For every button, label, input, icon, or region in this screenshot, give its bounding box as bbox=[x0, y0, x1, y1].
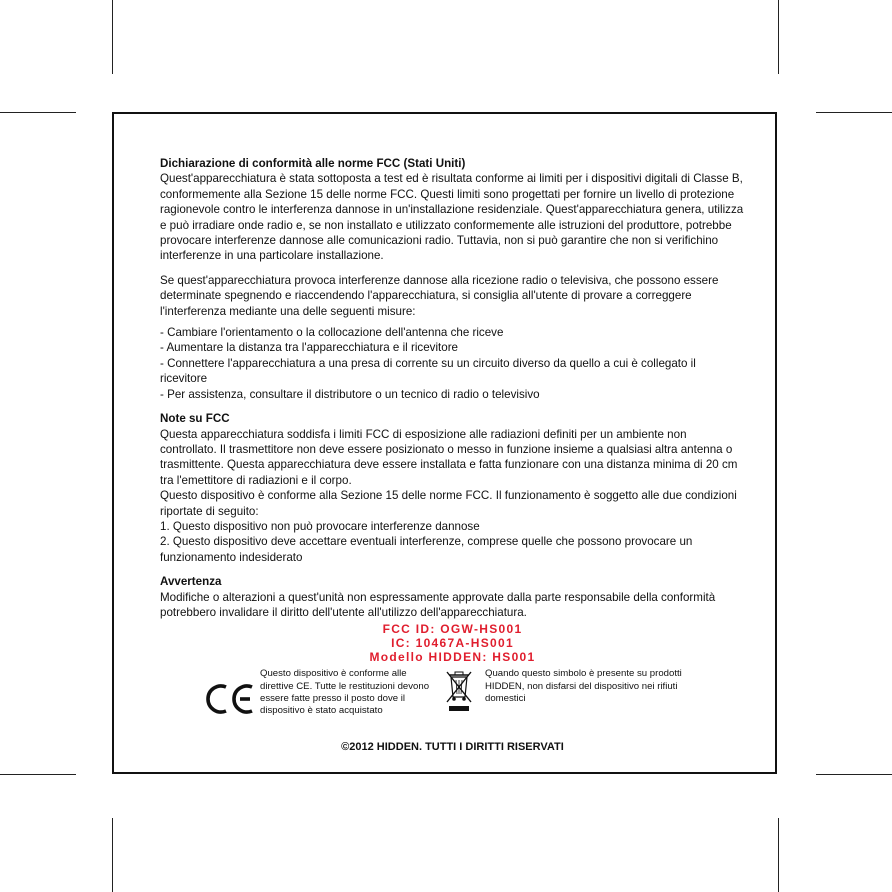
measure-item: - Connettere l'apparecchiatura a una presa di corrente su un circuito diverso da quello a cui è collegato il ricevitore bbox=[160, 356, 696, 386]
warning-heading: Avvertenza bbox=[160, 575, 222, 589]
crop-mark-left-bottom bbox=[0, 774, 76, 775]
crop-mark-right-bottom bbox=[816, 774, 892, 775]
crop-mark-bottom-left bbox=[112, 818, 113, 892]
fcc-interference-paragraph: Se quest'apparecchiatura provoca interferenze dannose alla ricezione radio o televisiva, che possono essere determinate spegnendo e riaccendendo l'apparecchiatura, si consiglia all'utente di provare a correggere l'interferenza mediante una delle seguenti misure: bbox=[160, 273, 719, 318]
identifiers-block bbox=[160, 622, 745, 664]
crop-mark-top-right bbox=[778, 0, 779, 74]
fcc-part15-paragraph: Questo dispositivo è conforme alla Sezione 15 delle norme FCC. Il funzionamento è soggetto alle due condizioni riportate di seguito: bbox=[160, 489, 737, 518]
crop-mark-left-top bbox=[0, 112, 76, 113]
model-number: Modello HIDDEN: HS001 bbox=[369, 650, 536, 665]
fcc-declaration-heading: Dichiarazione di conformità alle norme FCC (Stati Uniti) bbox=[160, 157, 466, 170]
fcc-notes-paragraph: Questa apparecchiatura soddisfa i limiti FCC di esposizione alle radiazioni definiti per un ambiente non controllato. Il trasmettitore non deve essere posizionato o messo in funzione insieme a qualsiasi altra antenna o trasmittente. Questa apparecchiatura deve essere installata e fatta funzionare con una distanza minima di 20 cm tra l'emettitore di radiazioni e il corpo. bbox=[160, 427, 738, 487]
ic-number: IC: 10467A-HS001 bbox=[391, 636, 514, 651]
label-frame bbox=[112, 112, 777, 774]
condition-item: 2. Questo dispositivo deve accettare eventuali interferenze, comprese quelle che possono provocare un funzionamento indesiderato bbox=[160, 535, 693, 564]
warning-text: Modifiche o alterazioni a quest'unità non espressamente approvate dalla parte responsabile della conformità potrebbero invalidare il diritto dell'utente all'utilizzo dell'apparecchiatura. bbox=[160, 590, 716, 619]
crop-mark-bottom-right bbox=[778, 818, 779, 892]
copyright-notice: ©2012 HIDDEN. TUTTI I DIRITTI RISERVATI bbox=[341, 741, 564, 754]
crop-mark-top-left bbox=[112, 0, 113, 74]
ce-mark-icon bbox=[204, 682, 256, 716]
fcc-id: FCC ID: OGW-HS001 bbox=[382, 622, 523, 637]
crop-mark-right-top bbox=[816, 112, 892, 113]
ce-mark-text: Questo dispositivo è conforme alle direttive CE. Tutte le restituzioni devono essere fatte presso il posto dove il dispositivo è stato acquistato bbox=[260, 668, 430, 716]
label-content bbox=[160, 156, 745, 756]
condition-item: 1. Questo dispositivo non può provocare interferenze dannose bbox=[160, 519, 480, 533]
fcc-declaration-paragraph: Quest'apparecchiatura è stata sottoposta a test ed è risultata conforme ai limiti per i dispositivi digitali di Classe B, conformemente alla Sezione 15 delle norme FCC. Questi limiti sono progettati per fornire un livello di protezione ragionevole contro le interferenza dannose in un'installazione residenziale. Quest'apparecchiatura genera, utilizza e può irradiare onde radio e, se non installato e utilizzato conformemente alle istruzioni del produttore, potrebbe provocare interferenze dannose alle comunicazioni radio. Tuttavia, non si può garantire che non si verifichino interferenze in una particolare installazione. bbox=[160, 172, 744, 263]
fcc-notes-heading: Note su FCC bbox=[160, 412, 230, 426]
measure-item: - Aumentare la distanza tra l'apparecchiatura e il ricevitore bbox=[160, 341, 459, 355]
weee-mark-text: Quando questo simbolo è presente su prodotti HIDDEN, non disfarsi del dispositivo nei rifiuti domestici bbox=[485, 668, 682, 704]
measure-item: - Per assistenza, consultare il distributore o un tecnico di radio o televisivo bbox=[160, 387, 540, 401]
crossed-out-bin-icon bbox=[444, 669, 474, 713]
compliance-marks bbox=[160, 668, 745, 724]
measure-item: - Cambiare l'orientamento o la collocazione dell'antenna che riceve bbox=[160, 326, 504, 340]
